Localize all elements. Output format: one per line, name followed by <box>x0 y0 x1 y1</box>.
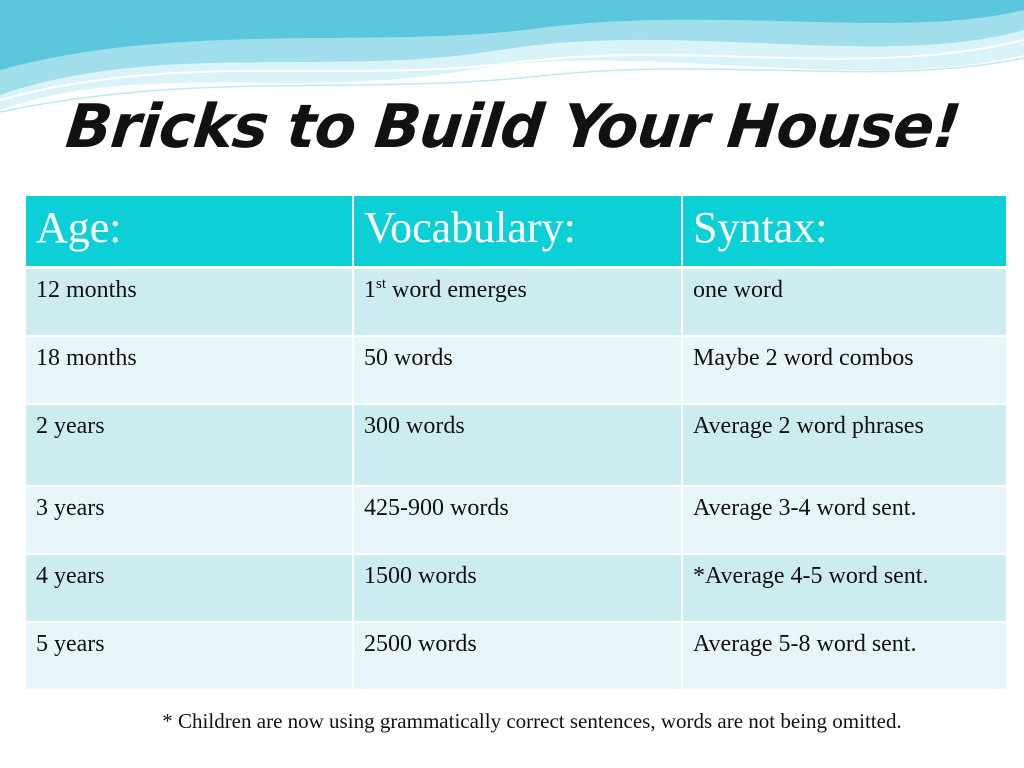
slide-title: Bricks to Build Your House! <box>62 92 964 162</box>
header-vocabulary: Vocabulary: <box>353 196 682 268</box>
cell-age: 12 months <box>26 268 353 336</box>
header-age: Age: <box>26 196 353 268</box>
cell-age: 3 years <box>26 486 353 554</box>
milestones-table <box>26 196 1006 691</box>
vocab-number: 1 <box>364 277 376 303</box>
vocab-text: word emerges <box>386 277 527 303</box>
cell-syntax: one word <box>682 268 1006 336</box>
cell-syntax: Average 3-4 word sent. <box>682 486 1006 554</box>
cell-syntax: Average 5-8 word sent. <box>682 622 1006 690</box>
cell-age: 2 years <box>26 404 353 486</box>
vocab-ordinal-suffix: st <box>376 276 387 292</box>
cell-vocabulary: 2500 words <box>353 622 682 690</box>
cell-age: 5 years <box>26 622 353 690</box>
table-row <box>26 554 1006 622</box>
cell-age: 4 years <box>26 554 353 622</box>
table-row <box>26 336 1006 404</box>
cell-syntax: *Average 4-5 word sent. <box>682 554 1006 622</box>
cell-vocabulary <box>353 268 682 336</box>
cell-syntax: Average 2 word phrases <box>682 404 1006 486</box>
cell-vocabulary: 300 words <box>353 404 682 486</box>
table-header-row <box>26 196 1006 268</box>
table-row <box>26 486 1006 554</box>
footnote: * Children are now using grammatically correct sentences, words are not being omitted. <box>162 709 902 733</box>
cell-vocabulary: 50 words <box>353 336 682 404</box>
cell-vocabulary: 425-900 words <box>353 486 682 554</box>
table-row <box>26 268 1006 336</box>
table-row <box>26 404 1006 486</box>
cell-vocabulary: 1500 words <box>353 554 682 622</box>
cell-age: 18 months <box>26 336 353 404</box>
header-syntax: Syntax: <box>682 196 1006 268</box>
cell-syntax: Maybe 2 word combos <box>682 336 1006 404</box>
table-row <box>26 622 1006 690</box>
